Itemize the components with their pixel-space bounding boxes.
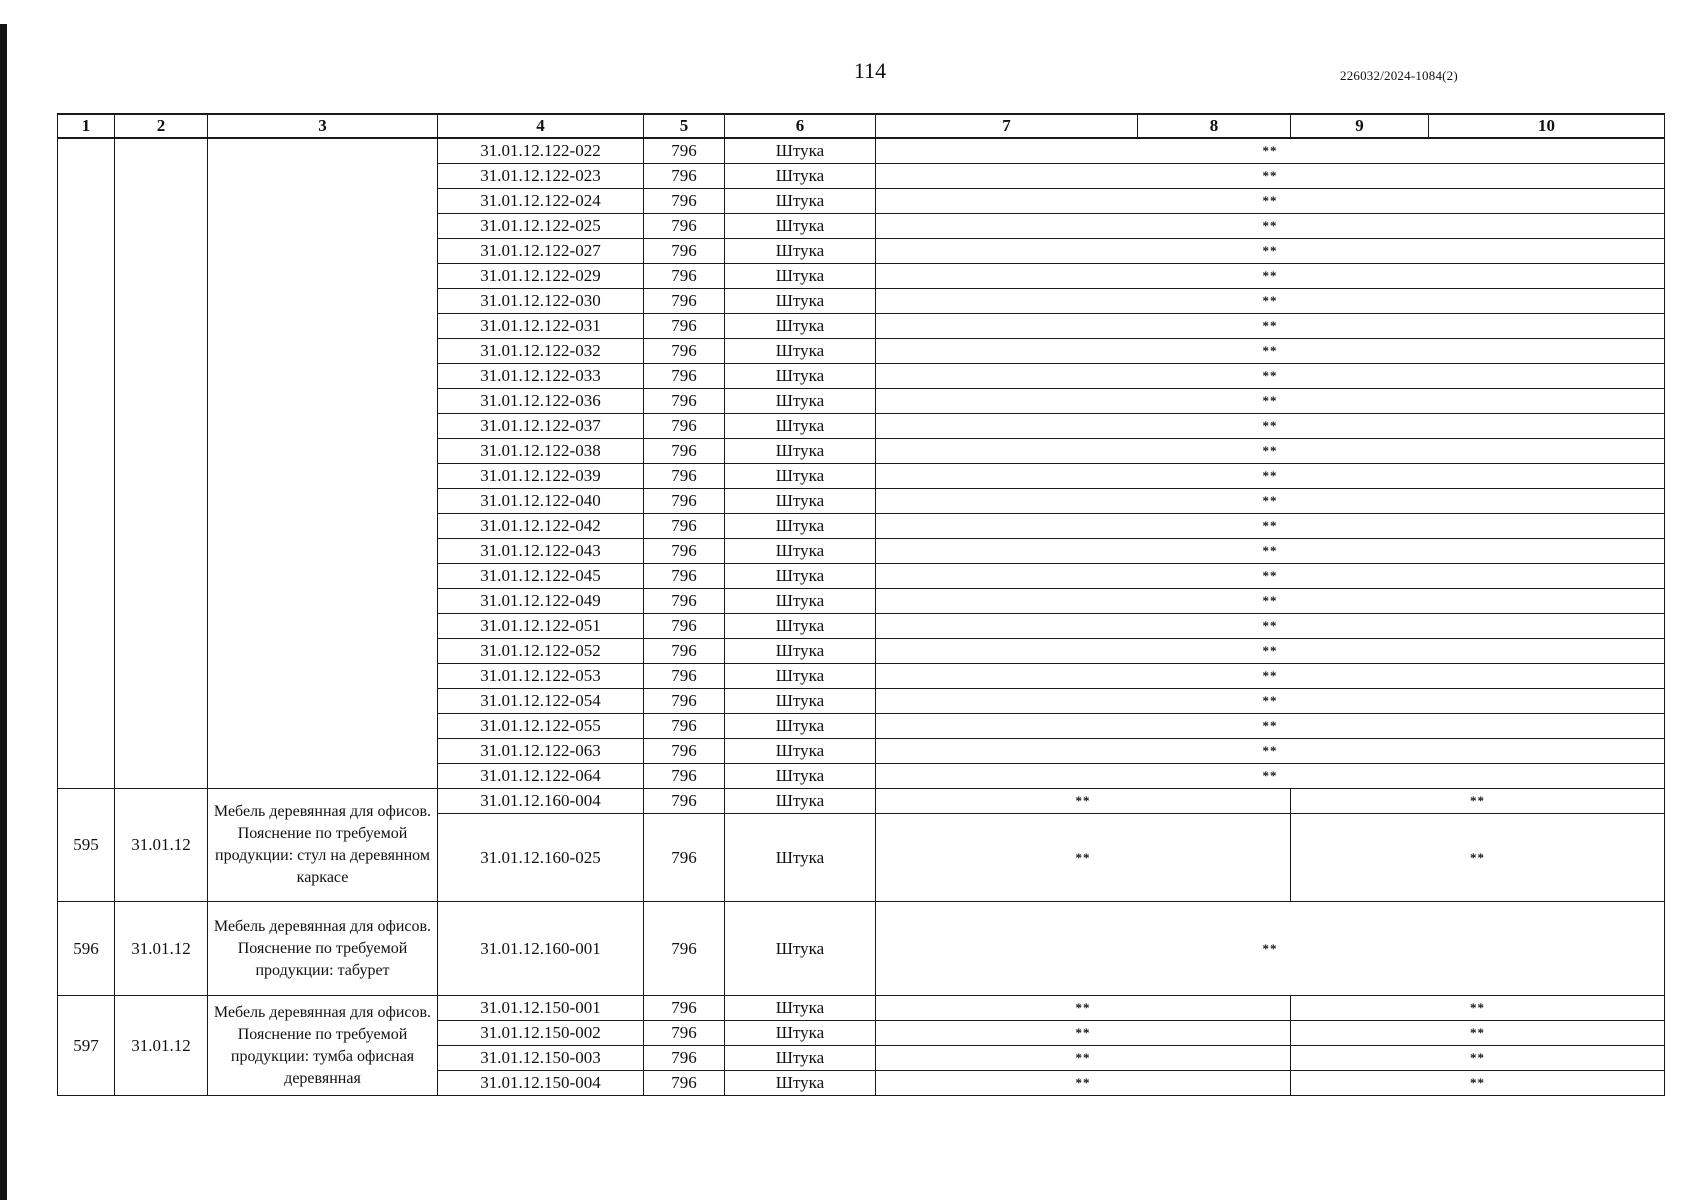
unit-code-cell: 796: [644, 389, 725, 414]
unit-code-cell: 796: [644, 814, 725, 902]
page-number: 114: [853, 58, 887, 83]
unit-name-cell: Штука: [725, 314, 876, 339]
unit-code-cell: 796: [644, 439, 725, 464]
stars-cell: **: [876, 439, 1665, 464]
stars-cell: **: [876, 996, 1291, 1021]
stars-cell: **: [876, 189, 1665, 214]
unit-name-cell: Штука: [725, 1046, 876, 1071]
unit-code-cell: 796: [644, 739, 725, 764]
row-number-cell: 597: [58, 996, 115, 1096]
header-col-4: 4: [438, 114, 644, 138]
unit-name-cell: Штука: [725, 514, 876, 539]
header-col-6: 6: [725, 114, 876, 138]
header-col-8: 8: [1138, 114, 1291, 138]
stars-cell: **: [876, 339, 1665, 364]
unit-name-cell: Штука: [725, 996, 876, 1021]
unit-name-cell: Штука: [725, 564, 876, 589]
header-col-3: 3: [208, 114, 438, 138]
stars-cell: **: [876, 1071, 1291, 1096]
procurement-table: [57, 113, 1665, 1096]
code-cell: 31.01.12.122-029: [438, 264, 644, 289]
code-cell: 31.01.12.122-049: [438, 589, 644, 614]
code-cell: 31.01.12.150-003: [438, 1046, 644, 1071]
unit-code-cell: 796: [644, 214, 725, 239]
unit-name-cell: Штука: [725, 264, 876, 289]
table-row: [58, 902, 1665, 996]
stars-cell: **: [1291, 1071, 1665, 1096]
header-col-9: 9: [1291, 114, 1429, 138]
unit-name-cell: Штука: [725, 739, 876, 764]
unit-name-cell: Штука: [725, 1071, 876, 1096]
stars-cell: **: [876, 664, 1665, 689]
header-col-10: 10: [1429, 114, 1665, 138]
unit-name-cell: Штука: [725, 614, 876, 639]
code-cell: 31.01.12.160-001: [438, 902, 644, 996]
code-cell: 31.01.12.122-030: [438, 289, 644, 314]
unit-code-cell: 796: [644, 364, 725, 389]
code-cell: 31.01.12.122-023: [438, 164, 644, 189]
code-cell: 31.01.12.122-042: [438, 514, 644, 539]
code-cell: 31.01.12.122-053: [438, 664, 644, 689]
unit-name-cell: Штука: [725, 389, 876, 414]
okpd-cell: 31.01.12: [115, 789, 208, 902]
unit-name-cell: Штука: [725, 639, 876, 664]
stars-cell: **: [876, 614, 1665, 639]
unit-code-cell: 796: [644, 414, 725, 439]
code-cell: 31.01.12.122-024: [438, 189, 644, 214]
unit-name-cell: Штука: [725, 464, 876, 489]
stars-cell: **: [876, 489, 1665, 514]
code-cell: 31.01.12.122-051: [438, 614, 644, 639]
code-cell: 31.01.12.122-063: [438, 739, 644, 764]
stars-cell: **: [876, 764, 1665, 789]
stars-cell: **: [1291, 814, 1665, 902]
code-cell: 31.01.12.122-052: [438, 639, 644, 664]
unit-name-cell: Штука: [725, 339, 876, 364]
description-cell: Мебель деревянная для офисов. Пояснение по требуемой продукции: тумба офисная деревянная: [208, 996, 438, 1096]
table-row: [58, 789, 1665, 814]
unit-code-cell: 796: [644, 996, 725, 1021]
header-row: [58, 114, 1665, 138]
unit-code-cell: 796: [644, 314, 725, 339]
unit-code-cell: 796: [644, 1071, 725, 1096]
code-cell: 31.01.12.122-033: [438, 364, 644, 389]
unit-name-cell: Штука: [725, 414, 876, 439]
stars-cell: **: [876, 464, 1665, 489]
unit-name-cell: Штука: [725, 489, 876, 514]
stars-cell: **: [876, 789, 1291, 814]
stars-cell: **: [876, 239, 1665, 264]
header-col-7: 7: [876, 114, 1138, 138]
code-cell: 31.01.12.122-036: [438, 389, 644, 414]
row-number-cell: 596: [58, 902, 115, 996]
stars-cell: **: [876, 902, 1665, 996]
unit-name-cell: Штука: [725, 189, 876, 214]
code-cell: 31.01.12.122-027: [438, 239, 644, 264]
stars-cell: **: [876, 739, 1665, 764]
stars-cell: **: [1291, 996, 1665, 1021]
unit-name-cell: Штука: [725, 289, 876, 314]
unit-code-cell: 796: [644, 164, 725, 189]
stars-cell: **: [876, 214, 1665, 239]
okpd-cell: 31.01.12: [115, 996, 208, 1096]
unit-code-cell: 796: [644, 339, 725, 364]
stars-cell: **: [876, 264, 1665, 289]
code-cell: 31.01.12.122-025: [438, 214, 644, 239]
unit-name-cell: Штука: [725, 714, 876, 739]
stars-cell: **: [876, 164, 1665, 189]
code-cell: 31.01.12.160-025: [438, 814, 644, 902]
stars-cell: **: [876, 564, 1665, 589]
code-cell: 31.01.12.122-055: [438, 714, 644, 739]
code-cell: 31.01.12.122-054: [438, 689, 644, 714]
unit-name-cell: Штука: [725, 364, 876, 389]
code-cell: 31.01.12.150-001: [438, 996, 644, 1021]
description-cell: [208, 138, 438, 789]
unit-name-cell: Штука: [725, 439, 876, 464]
code-cell: 31.01.12.150-004: [438, 1071, 644, 1096]
unit-name-cell: Штука: [725, 689, 876, 714]
unit-name-cell: Штука: [725, 539, 876, 564]
code-cell: 31.01.12.150-002: [438, 1021, 644, 1046]
stars-cell: **: [876, 364, 1665, 389]
stars-cell: **: [1291, 789, 1665, 814]
code-cell: 31.01.12.122-031: [438, 314, 644, 339]
stars-cell: **: [876, 314, 1665, 339]
unit-code-cell: 796: [644, 639, 725, 664]
unit-name-cell: Штука: [725, 589, 876, 614]
unit-code-cell: 796: [644, 1021, 725, 1046]
row-number-cell: [58, 138, 115, 789]
header-col-5: 5: [644, 114, 725, 138]
unit-code-cell: 796: [644, 689, 725, 714]
unit-name-cell: Штука: [725, 239, 876, 264]
code-cell: 31.01.12.122-022: [438, 138, 644, 164]
code-cell: 31.01.12.122-040: [438, 489, 644, 514]
stars-cell: **: [876, 289, 1665, 314]
unit-name-cell: Штука: [725, 764, 876, 789]
unit-name-cell: Штука: [725, 902, 876, 996]
code-cell: 31.01.12.160-004: [438, 789, 644, 814]
unit-code-cell: 796: [644, 714, 725, 739]
unit-name-cell: Штука: [725, 214, 876, 239]
unit-name-cell: Штука: [725, 789, 876, 814]
unit-code-cell: 796: [644, 138, 725, 164]
unit-name-cell: Штука: [725, 164, 876, 189]
code-cell: 31.01.12.122-039: [438, 464, 644, 489]
stars-cell: **: [876, 689, 1665, 714]
stars-cell: **: [876, 1046, 1291, 1071]
unit-code-cell: 796: [644, 902, 725, 996]
code-cell: 31.01.12.122-038: [438, 439, 644, 464]
unit-code-cell: 796: [644, 789, 725, 814]
unit-code-cell: 796: [644, 1046, 725, 1071]
stars-cell: **: [876, 589, 1665, 614]
unit-code-cell: 796: [644, 564, 725, 589]
unit-code-cell: 796: [644, 764, 725, 789]
stars-cell: **: [876, 814, 1291, 902]
unit-code-cell: 796: [644, 514, 725, 539]
okpd-cell: 31.01.12: [115, 902, 208, 996]
header-col-2: 2: [115, 114, 208, 138]
stars-cell: **: [876, 414, 1665, 439]
table-row: [58, 138, 1665, 164]
stars-cell: **: [1291, 1021, 1665, 1046]
okpd-cell: [115, 138, 208, 789]
unit-code-cell: 796: [644, 264, 725, 289]
row-number-cell: 595: [58, 789, 115, 902]
unit-code-cell: 796: [644, 189, 725, 214]
stars-cell: **: [876, 514, 1665, 539]
code-cell: 31.01.12.122-032: [438, 339, 644, 364]
header-col-1: 1: [58, 114, 115, 138]
unit-code-cell: 796: [644, 589, 725, 614]
unit-code-cell: 796: [644, 614, 725, 639]
table-row: [58, 996, 1665, 1021]
code-cell: 31.01.12.122-037: [438, 414, 644, 439]
table-body: [58, 138, 1665, 1096]
unit-code-cell: 796: [644, 539, 725, 564]
stars-cell: **: [876, 389, 1665, 414]
unit-code-cell: 796: [644, 464, 725, 489]
code-cell: 31.01.12.122-064: [438, 764, 644, 789]
unit-name-cell: Штука: [725, 814, 876, 902]
stars-cell: **: [876, 639, 1665, 664]
unit-code-cell: 796: [644, 664, 725, 689]
unit-code-cell: 796: [644, 289, 725, 314]
stars-cell: **: [1291, 1046, 1665, 1071]
scan-edge-mark: [0, 24, 7, 1200]
stars-cell: **: [876, 539, 1665, 564]
code-cell: 31.01.12.122-045: [438, 564, 644, 589]
code-cell: 31.01.12.122-043: [438, 539, 644, 564]
description-cell: Мебель деревянная для офисов. Пояснение по требуемой продукции: табурет: [208, 902, 438, 996]
stars-cell: **: [876, 1021, 1291, 1046]
unit-code-cell: 796: [644, 489, 725, 514]
unit-name-cell: Штука: [725, 664, 876, 689]
stars-cell: **: [876, 714, 1665, 739]
document-id: 226032/2024-1084(2): [1340, 68, 1458, 83]
unit-name-cell: Штука: [725, 138, 876, 164]
unit-name-cell: Штука: [725, 1021, 876, 1046]
stars-cell: **: [876, 138, 1665, 164]
unit-code-cell: 796: [644, 239, 725, 264]
description-cell: Мебель деревянная для офисов. Пояснение по требуемой продукции: стул на деревянном каркасе: [208, 789, 438, 902]
